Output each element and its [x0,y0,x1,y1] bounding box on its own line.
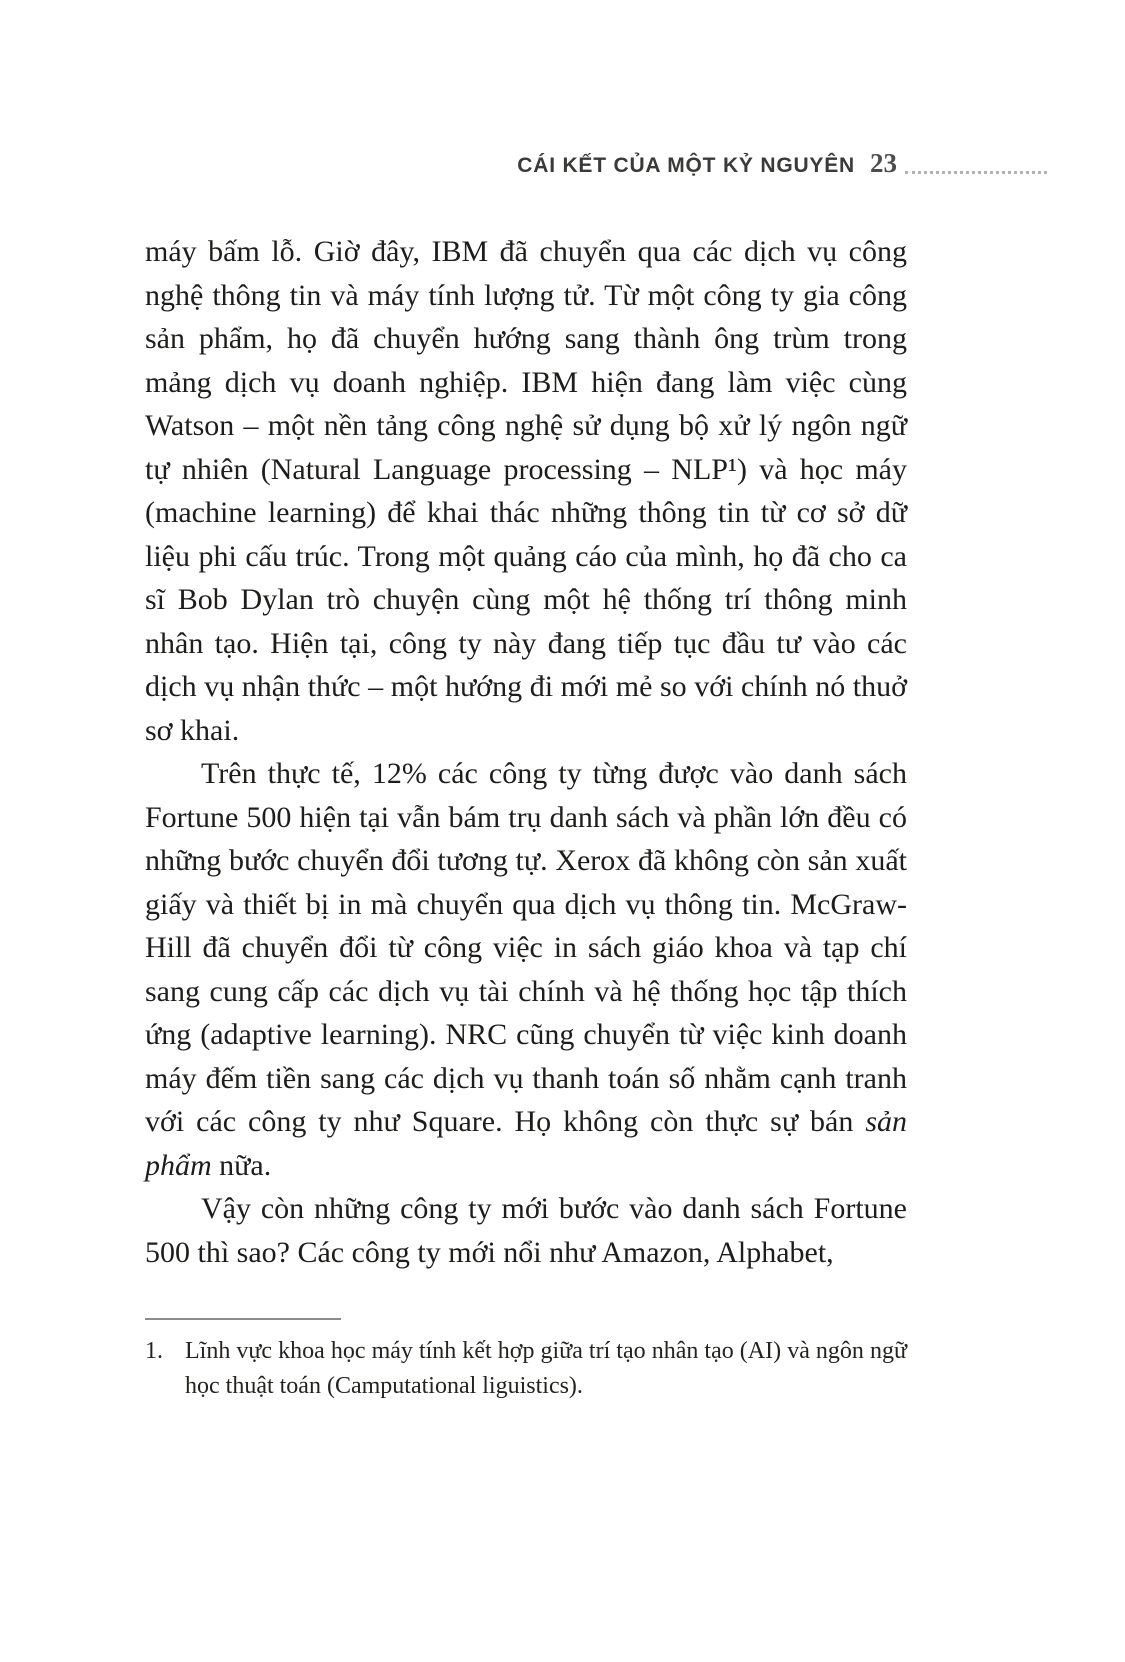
footnote [145,1334,907,1404]
paragraph-text: Trên thực tế, 12% các công ty từng được vào danh sách Fortune 500 hiện tại vẫn bám trụ danh sách và phần lớn đều có những bước chuyển đổi tương tự. Xerox đã không còn sản xuất giấy và thiết bị in mà chuyển qua dịch vụ thông tin. McGraw-Hill đã chuyển đổi từ công việc in sách giáo khoa và tạp chí sang cung cấp các dịch vụ tài chính và hệ thống học tập thích ứng (adaptive learning). NRC cũng chuyển từ việc kinh doanh máy đếm tiền sang các dịch vụ thanh toán số nhằm cạnh tranh với các công ty như Square. Họ không còn thực sự bán [145,757,907,1138]
paragraph [145,752,907,1187]
paragraph [145,1187,907,1274]
paragraph [145,230,907,752]
paragraph-italic-text: sản phẩm [145,1105,907,1182]
chapter-title: CÁI KẾT CỦA MỘT KỶ NGUYÊN [517,154,855,177]
page-number: 23 [870,148,897,178]
paragraph-text: máy bấm lỗ. Giờ đây, IBM đã chuyển qua các dịch vụ công nghệ thông tin và máy tính lượng tử. Từ một công ty gia công sản phẩm, họ đã chuyển hướng sang thành ông trùm trong mảng dịch vụ doanh nghiệp. IBM hiện đang làm việc cùng Watson – một nền tảng công nghệ sử dụng bộ xử lý ngôn ngữ tự nhiên (Natural Language processing – NLP¹) và học máy (machine learning) để khai thác những thông tin từ cơ sở dữ liệu phi cấu trúc. Trong một quảng cáo của mình, họ đã cho ca sĩ Bob Dylan trò chuyện cùng một hệ thống trí thông minh nhân tạo. Hiện tại, công ty này đang tiếp tục đầu tư vào các dịch vụ nhận thức – một hướng đi mới mẻ so với chính nó thuở sơ khai. [145,235,907,747]
dotted-leader [905,171,1047,174]
running-header [145,148,1047,179]
paragraph-text: Vậy còn những công ty mới bước vào danh sách Fortune 500 thì sao? Các công ty mới nổi như Amazon, Alphabet, [145,1192,907,1269]
footnote-text: Lĩnh vực khoa học máy tính kết hợp giữa trí tạo nhân tạo (AI) và ngôn ngữ học thuật toán (Camputational liguistics). [185,1338,907,1399]
body-text [145,230,907,1274]
paragraph-text: nữa. [211,1148,272,1182]
footnote-marker: 1. [145,1338,163,1364]
footnote-divider [145,1318,341,1320]
